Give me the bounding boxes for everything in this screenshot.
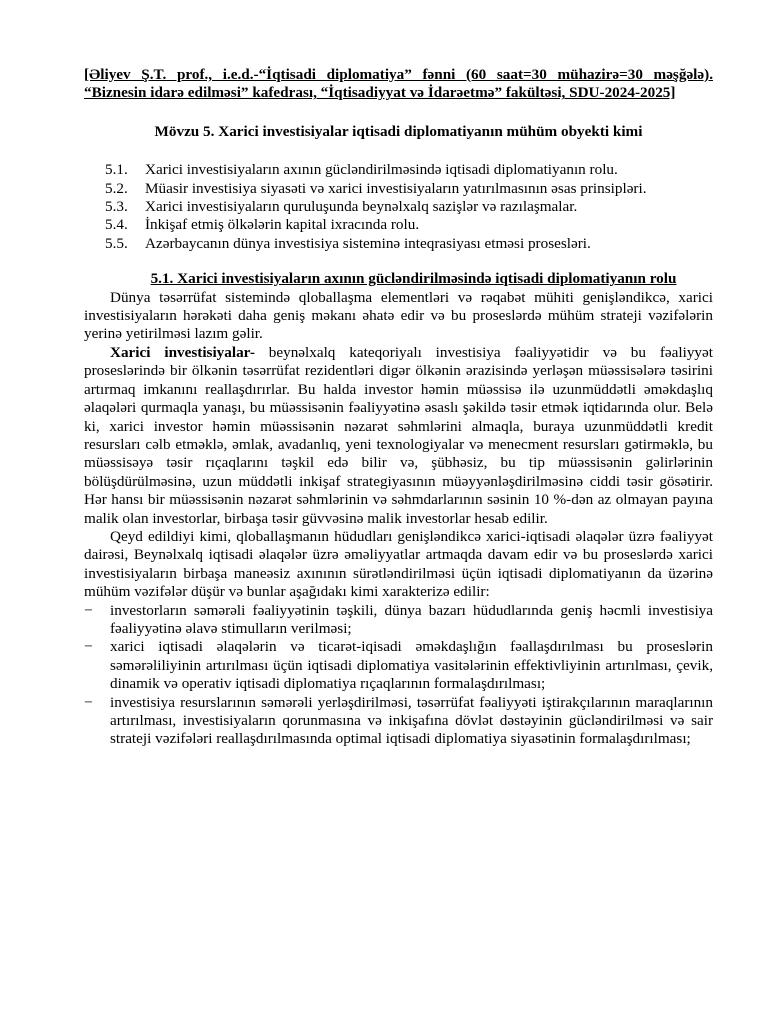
outline-item xyxy=(105,198,713,216)
outline-item xyxy=(105,235,713,253)
paragraph xyxy=(84,344,713,528)
outline-text: İnkişaf etmiş ölkələrin kapital ixracında rolu. xyxy=(145,216,420,234)
outline-text: Xarici investisiyaların axının gücləndirilməsində iqtisadi diplomatiyanın rolu. xyxy=(145,161,618,179)
list-item xyxy=(84,694,713,749)
list-item xyxy=(84,602,713,639)
list-item-text: xarici iqtisadi əlaqələrin və ticarət-iqisadi əməkdaşlığın fəallaşdırılması bu proseslərin səmərəliliyinin artırılması üçün iqtisadi diplomatiya vasitələrinin effektivliyinin artırılması, çevik, dinamik və operativ iqtisadi diplomatiya rıçaqlarının formalaşdırılması; xyxy=(110,638,713,693)
paragraph-text: beynəlxalq kateqoriyalı investisiya fəaliyyətidir və bu fəaliyyət proseslərində bir ölkənin təsərrüfat rezidentləri digər ölkənin ərazisində yerləşən müəssisələrə təsirini artırmaq imkanını reallaşdırırlar. Bu halda investor həmin müəssisə ilə uzunmüddətli əməkdaşlıq əlaqələri qurmaqla yanaşı, bu müəssisənin fəaliyyətinə əsaslı şəkildə təsir etmək iqtidarında olur. Belə ki, xarici investor həmin müəssisənin nəzarət səhmlərini almaqla, buraya uzunmüddətli kredit resursları cəlb etməklə, əmlak, avadanlıq, yeni texnologiyalar və menecment resursları gətirməklə, bu müəssisəyə təsir rıçaqlarını təşkil edə bilir və, şübhəsiz, bu tip müəssisənin gəlirlərinin bölüşdürülməsinə, uzun müddətli inkişaf strategiyasının müəyyənləşdirilməsinə ciddi təsir gösətirir. Hər hansı bir müəssisənin nəzarət səhmlərinin və səhmdarlarının səsinin 10 %-dən az olmayan payına malik olan investorlar, birbaşa təsir güvvəsinə malik investorlar hesab edilir. xyxy=(84,343,713,527)
term-definition-label: Xarici investisiyalar- xyxy=(110,343,255,361)
topic-outline xyxy=(84,161,713,253)
topic-title: Mövzu 5. Xarici investisiyalar iqtisadi diplomatiyanın mühüm obyekti kimi xyxy=(154,122,643,140)
paragraph: Dünya təsərrüfat sistemində qloballaşma elementləri və rəqabət mühiti genişləndikcə, xarici investisiyaların hərəkəti daha geniş məkanı əhatə edir və bu proseslərdə mühüm strateji vəzifələrin yerinə yetirilməsi lazım gəlir. xyxy=(84,288,713,343)
outline-text: Azərbaycanın dünya investisiya sisteminə inteqrasiyası etməsi prosesləri. xyxy=(145,234,591,252)
list-item xyxy=(84,638,713,693)
outline-number: 5.2. xyxy=(105,179,128,197)
outline-number: 5.1. xyxy=(105,161,128,179)
outline-text: Müasir investisiya siyasəti və xarici investisiyaların yatırılmasının əsas prinsipləri. xyxy=(145,179,647,197)
paragraph: Qeyd edildiyi kimi, qloballaşmanın hüdudları genişləndikcə xarici-iqtisadi əlaqələr üzrə fəaliyyət dairəsi, Beynəlxalq iqtisadi əlaqələr üzrə əməliyyatlar artmaqda davam edir və bu proseslərdə xarici investisiyaların birbaşa maneəsiz axınının sürətləndirilməsi üçün iqtisadi diplomatiyanın da üzərinə mühüm vəzifələr düşür və bunlar aşağıdakı kimi xarakterizə edilir: xyxy=(84,527,713,601)
list-item-text: investorların səmərəli fəaliyyətinin təşkili, dünya bazarı hüdudlarında geniş həcmli investisiya fəaliyyətinə əlavə stimulların verilməsi; xyxy=(110,601,713,637)
outline-text: Xarici investisiyaların quruluşunda beynəlxalq sazişlər və razılaşmalar. xyxy=(145,198,578,216)
outline-number: 5.5. xyxy=(105,234,128,252)
section-heading: 5.1. Xarici investisiyaların axının gücləndirilməsində iqtisadi diplomatiyanın rolu xyxy=(150,270,677,288)
outline-item xyxy=(105,216,713,234)
dash-bullet-icon: − xyxy=(84,693,93,711)
document-page xyxy=(84,66,713,749)
outline-item xyxy=(105,180,713,198)
outline-number: 5.3. xyxy=(105,198,128,216)
dash-bullet-icon: − xyxy=(84,638,93,656)
dash-bullet-icon: − xyxy=(84,601,93,619)
course-header: [Əliyev Ş.T. prof., i.e.d.-“İqtisadi diplomatiya” fənni (60 saat=30 mühazirə=30 məşğələ). “Biznesin idarə edilməsi” kafedrası, “İqtisadiyyat və İdarəetmə” fakültəsi, SDU-2024-2025] xyxy=(84,66,713,102)
outline-item xyxy=(105,161,713,179)
tasks-list xyxy=(84,602,713,749)
outline-number: 5.4. xyxy=(105,216,128,234)
list-item-text: investisiya resurslarının səmərəli yerləşdirilməsi, təsərrüfat fəaliyyəti iştirakçılarının maraqlarının artırılması, investisiyaların qorunmasına və inkişafına dövlət dəstəyinin gücləndirilməsi və sair strateji vəzifələri reallaşdırılmasında optimal iqtisadi diplomatiya siyasətinin formalaşdırılması; xyxy=(110,693,713,748)
